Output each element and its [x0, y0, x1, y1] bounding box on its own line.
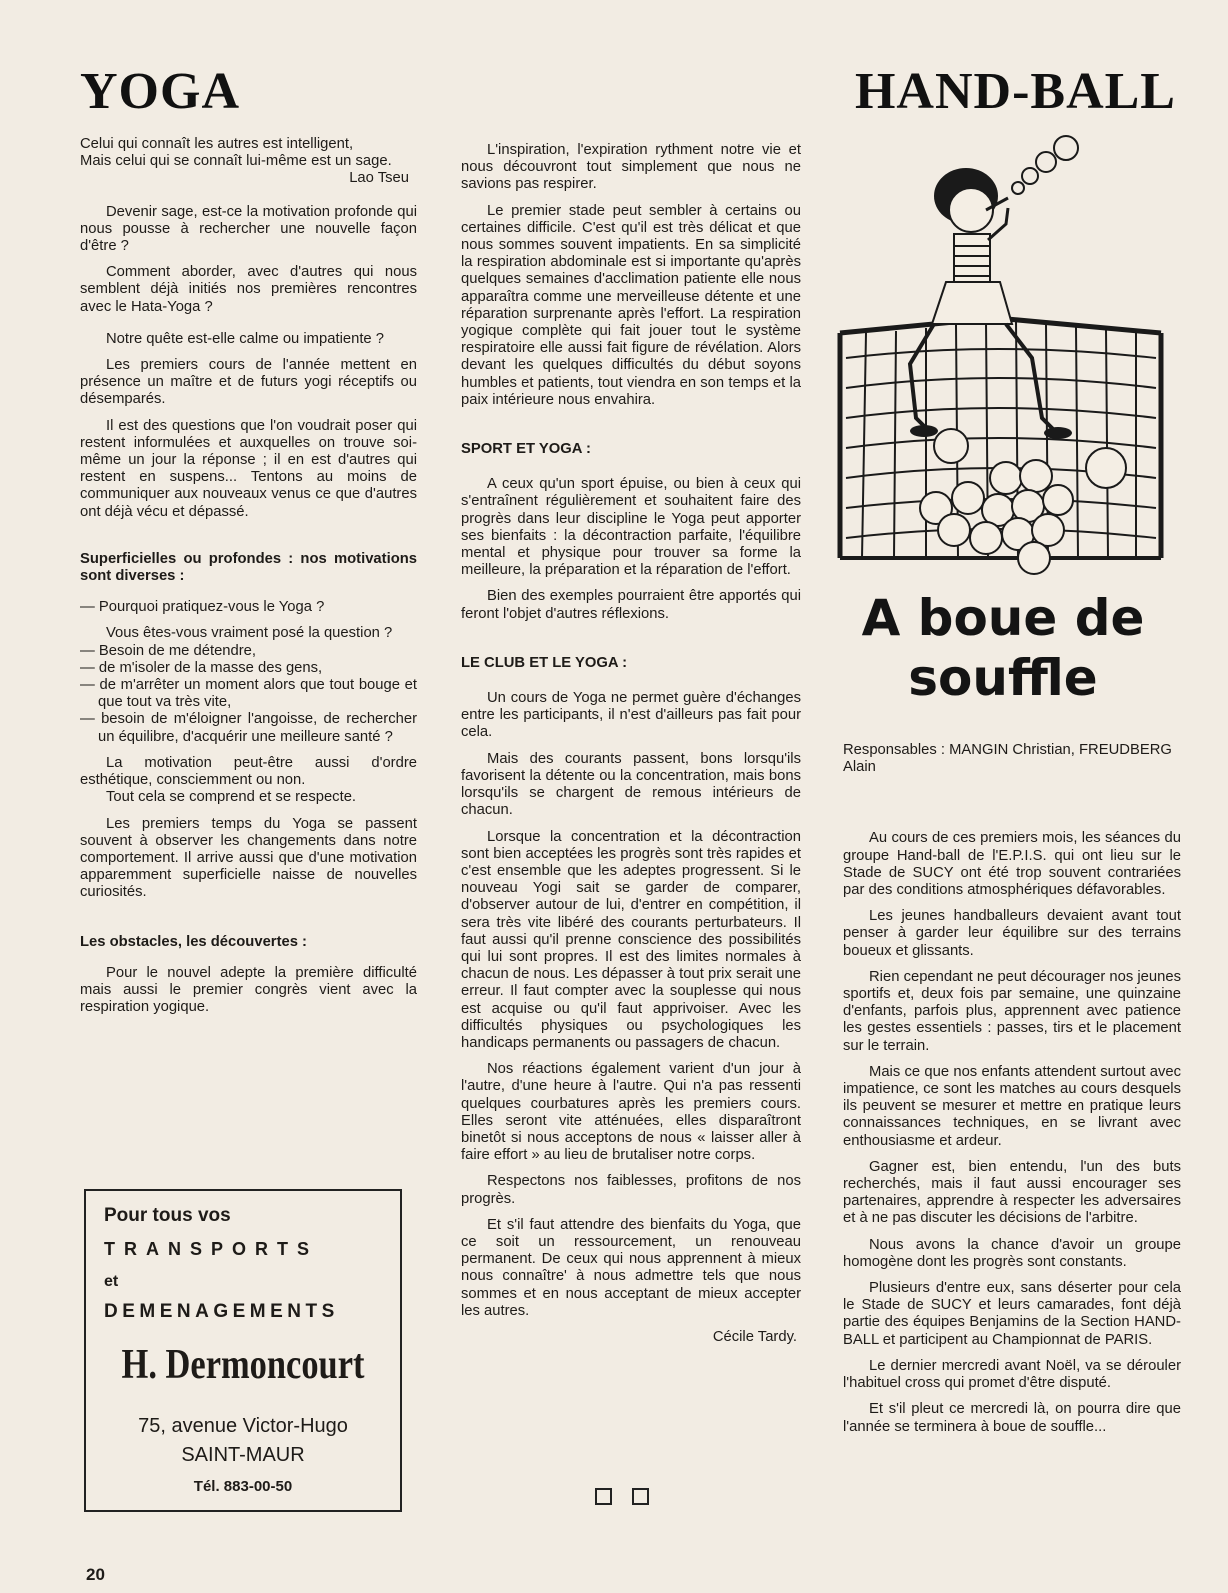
handball-goalkeeper-illustration	[836, 128, 1166, 583]
ad-line-2: TRANSPORTS	[104, 1239, 319, 1259]
section-heading-club: LE CLUB ET LE YOGA :	[461, 654, 628, 671]
section-heading-obstacles: Les obstacles, les découvertes :	[80, 933, 307, 950]
goalkeeper	[910, 136, 1078, 439]
paragraph: Notre quête est-elle calme ou impatiente ?	[106, 330, 385, 347]
author-signature: Cécile Tardy.	[712, 1328, 797, 1345]
paragraph: Nous avons la chance d'avoir un groupe homogène dont les progrès sont constants.	[843, 1236, 1181, 1270]
paragraph: Gagner est, bien entendu, l'un des buts recherchés, mais il faut aussi encourager ses partenaires, apprendre à respecter les adversaires et à ne pas discuter les décisions de l'arbitre.	[843, 1158, 1181, 1227]
paragraph: Rien cependant ne peut décourager nos jeunes sportifs et, deux fois par semaine, une quinzaine d'enfants, parfois plus, apprennent avec patience les gestes essentiels : passes, tirs et le placement sur le terrain.	[843, 968, 1181, 1054]
headline-line-2: souffle	[908, 649, 1098, 707]
page-number: 20	[86, 1565, 105, 1584]
paragraph: Mais ce que nos enfants attendent surtout avec impatience, ce sont les matches au cours desquels ils peuvent se mesurer et mettre en pratique leurs connaissances techniques, en se livrant avec enthousiasme et ardeur.	[843, 1063, 1181, 1149]
ad-city: SAINT-MAUR	[181, 1444, 305, 1466]
list-item: — Besoin de me détendre,	[80, 642, 257, 659]
end-marks	[595, 1488, 669, 1510]
paragraph: Mais des courants passent, bons lorsqu'ils favorisent la détente ou la concentration, mais bons lorsqu'ils se chargent de remous intérieurs de chacun.	[461, 750, 801, 819]
epigraph-line-2: Mais celui qui se connaît lui-même est un sage.	[80, 153, 392, 170]
paragraph: Devenir sage, est-ce la motivation profonde qui nous pousse à rechercher une nouvelle façon d'être ?	[80, 203, 417, 255]
paragraph: Nos réactions également varient d'un jour à l'autre, d'une heure à l'autre. Qui n'a pas ressenti quelques courbatures après les premiers cours. Elles seront vite atténuées, elles disparaîtront binetôt si nous acceptons de nous « laisser aller à faire effort » au lieu de brutaliser notre corps.	[461, 1061, 801, 1164]
paragraph: Au cours de ces premiers mois, les séances du groupe Hand-ball de l'E.P.I.S. qui ont lieu sur le Stade de SUCY ont été trop souvent contrariées par des conditions atmosphériques défavorables.	[843, 830, 1181, 899]
end-square-icon	[632, 1488, 649, 1505]
reasons-list	[80, 643, 417, 746]
paragraph: Le premier stade peut sembler à certains ou certaines difficile. C'est qu'il est très délicat et que nous sommes souvent impatients. En sa simplicité la respiration abdominale est si importante qu'après quelques semaines d'acclimation patiente elle nous apparaîtra comme une merveilleuse détente et une réparation surprenante après l'effort. La respiration yogique complète qui fait jouer tout le système respiratoire elle aussi fait figure de révélation. Alors devant les quelques difficultés du début soyons humbles et patients, tout viendra en son temps et la paix intérieure nous envahira.	[461, 202, 801, 408]
responsables-line: Responsables : MANGIN Christian, FREUDBERG Alain	[843, 742, 1172, 776]
paragraph: Un cours de Yoga ne permet guère d'échanges entre les participants, il n'est d'ailleurs pas fait pour cela.	[461, 690, 801, 741]
paragraph: A ceux qu'un sport épuise, ou bien à ceux qui s'entraînent régulièrement et souhaitent faire des progrès dans leur discipline le Yoga peut apporter ses bienfaits : la décontraction parfaite, l'équilibre mental et physique pour trouver sa forme la meilleure, la préparation et la réparation de l'effort.	[461, 476, 801, 579]
section-heading-motivations: Superficielles ou profondes : nos motivations sont diverses :	[80, 550, 417, 585]
paragraph: Tout cela se comprend et se respecte.	[106, 789, 357, 806]
ad-address: 75, avenue Victor-Hugo	[138, 1415, 348, 1437]
list-item: — de m'isoler de la masse des gens,	[80, 659, 323, 676]
epigraph-author: Lao Tseu	[349, 170, 409, 187]
list-item: — besoin de m'éloigner l'angoisse, de rechercher un équilibre, d'acquérir une meilleure santé ?	[80, 711, 417, 745]
question-line: — Pourquoi pratiquez-vous le Yoga ?	[80, 599, 325, 616]
paragraph: Pour le nouvel adepte la première difficulté mais aussi le premier congrès vient avec la respiration yogique.	[80, 964, 417, 1016]
handball-title: HAND-BALL	[854, 63, 1176, 120]
yoga-title: YOGA	[80, 63, 240, 120]
paragraph: Les premiers temps du Yoga se passent souvent à observer les changements dans notre comportement. Il arrive aussi que d'une motivation apparemment superficielle naisse de nouvelles curiosités.	[80, 815, 417, 901]
yoga-column-1	[80, 136, 417, 1025]
epigraph	[80, 136, 417, 188]
paragraph: Et s'il pleut ce mercredi là, on pourra dire que l'année se terminera à boue de souffle...	[843, 1401, 1181, 1435]
handball-headline	[838, 588, 1168, 708]
paragraph: Le dernier mercredi avant Noël, va se dérouler l'habituel cross qui promet d'être disputé.	[843, 1357, 1181, 1392]
paragraph: Les premiers cours de l'année mettent en présence un maître et de futurs yogi réceptifs ou désemparés.	[80, 357, 417, 408]
ad-line-3: et	[104, 1273, 119, 1290]
ad-phone: Tél. 883-00-50	[193, 1478, 293, 1495]
paragraph: Et s'il faut attendre des bienfaits du Yoga, que ce soit un ressourcement, un renouveau permanent. De ceux qui nous apprennent à mieux nous connaître' à nous admettre tels que nous sommes et en nous acceptant de mieux accepter les autres.	[461, 1216, 801, 1319]
yoga-column-2	[461, 142, 801, 1355]
ad-line-1: Pour tous vos	[104, 1205, 231, 1226]
transport-advertisement	[84, 1189, 402, 1512]
paragraph: La motivation peut-être aussi d'ordre esthétique, consciemment ou non.	[80, 754, 417, 789]
paragraph: Comment aborder, avec d'autres qui nous semblent déjà initiés nos premières rencontres avec le Hata-Yoga ?	[80, 264, 417, 315]
paragraph: Plusieurs d'entre eux, sans déserter pour cela le Stade de SUCY et leurs camarades, font déjà partie des équipes Benjamins de la Section HAND-BALL et participent au Championnat de PARIS.	[843, 1280, 1181, 1348]
paragraph: Vous êtes-vous vraiment posé la question ?	[106, 625, 393, 642]
ad-line-4: DEMENAGEMENTS	[104, 1301, 339, 1322]
paragraph: L'inspiration, l'expiration rythment notre vie et nous découvront tout simplement que nous ne savions pas respirer.	[461, 142, 801, 193]
paragraph: Lorsque la concentration et la décontraction sont bien acceptées les progrès sont très rapides et c'est ensemble que les adeptes progressent. Si le nouveau Yogi sait se garder de comparer, d'observer autour de lui, d'entrer en compétition, il sera très vite libéré des courants perturbateurs. Il faut aussi qu'il prenne conscience des possibilités qui lui sont propres. Il est des limites normales à chacun de nous. Les dépasser à tout prix serait une erreur. Il faut compter avec la souplesse qui nous est acquise ou qu'il faut apprivoiser. Avec les difficultés physiques ou psychologiques les handicaps permanents ou passagers de chacun.	[461, 828, 801, 1051]
paragraph: Bien des exemples pourraient être apportés qui feront l'objet d'autres réflexions.	[461, 588, 801, 622]
paragraph: Respectons nos faiblesses, profitons de nos progrès.	[461, 1173, 801, 1207]
section-heading-sport: SPORT ET YOGA :	[461, 441, 591, 458]
end-square-icon	[595, 1488, 612, 1505]
paragraph: Il est des questions que l'on voudrait poser qui restent informulées et auxquelles on trouve soi-même un jour la réponse ; il en est d'autres qui restent en suspens... Tentons au moins de communiquer aux nouveaux venus ce que d'autres ont déjà vécu et dépassé.	[80, 417, 417, 520]
handball-column	[843, 742, 1181, 1445]
paragraph: Les jeunes handballeurs devaient avant tout penser à garder leur équilibre sur des terrains boueux et glissants.	[843, 908, 1181, 959]
list-item: — de m'arrêter un moment alors que tout bouge et que tout va très vite,	[80, 677, 417, 711]
headline-line-1: A boue de	[861, 589, 1145, 647]
ad-company-name: H. Dermoncourt	[121, 1342, 365, 1388]
epigraph-line-1: Celui qui connaît les autres est intelligent,	[80, 136, 354, 152]
spacer	[80, 192, 417, 204]
